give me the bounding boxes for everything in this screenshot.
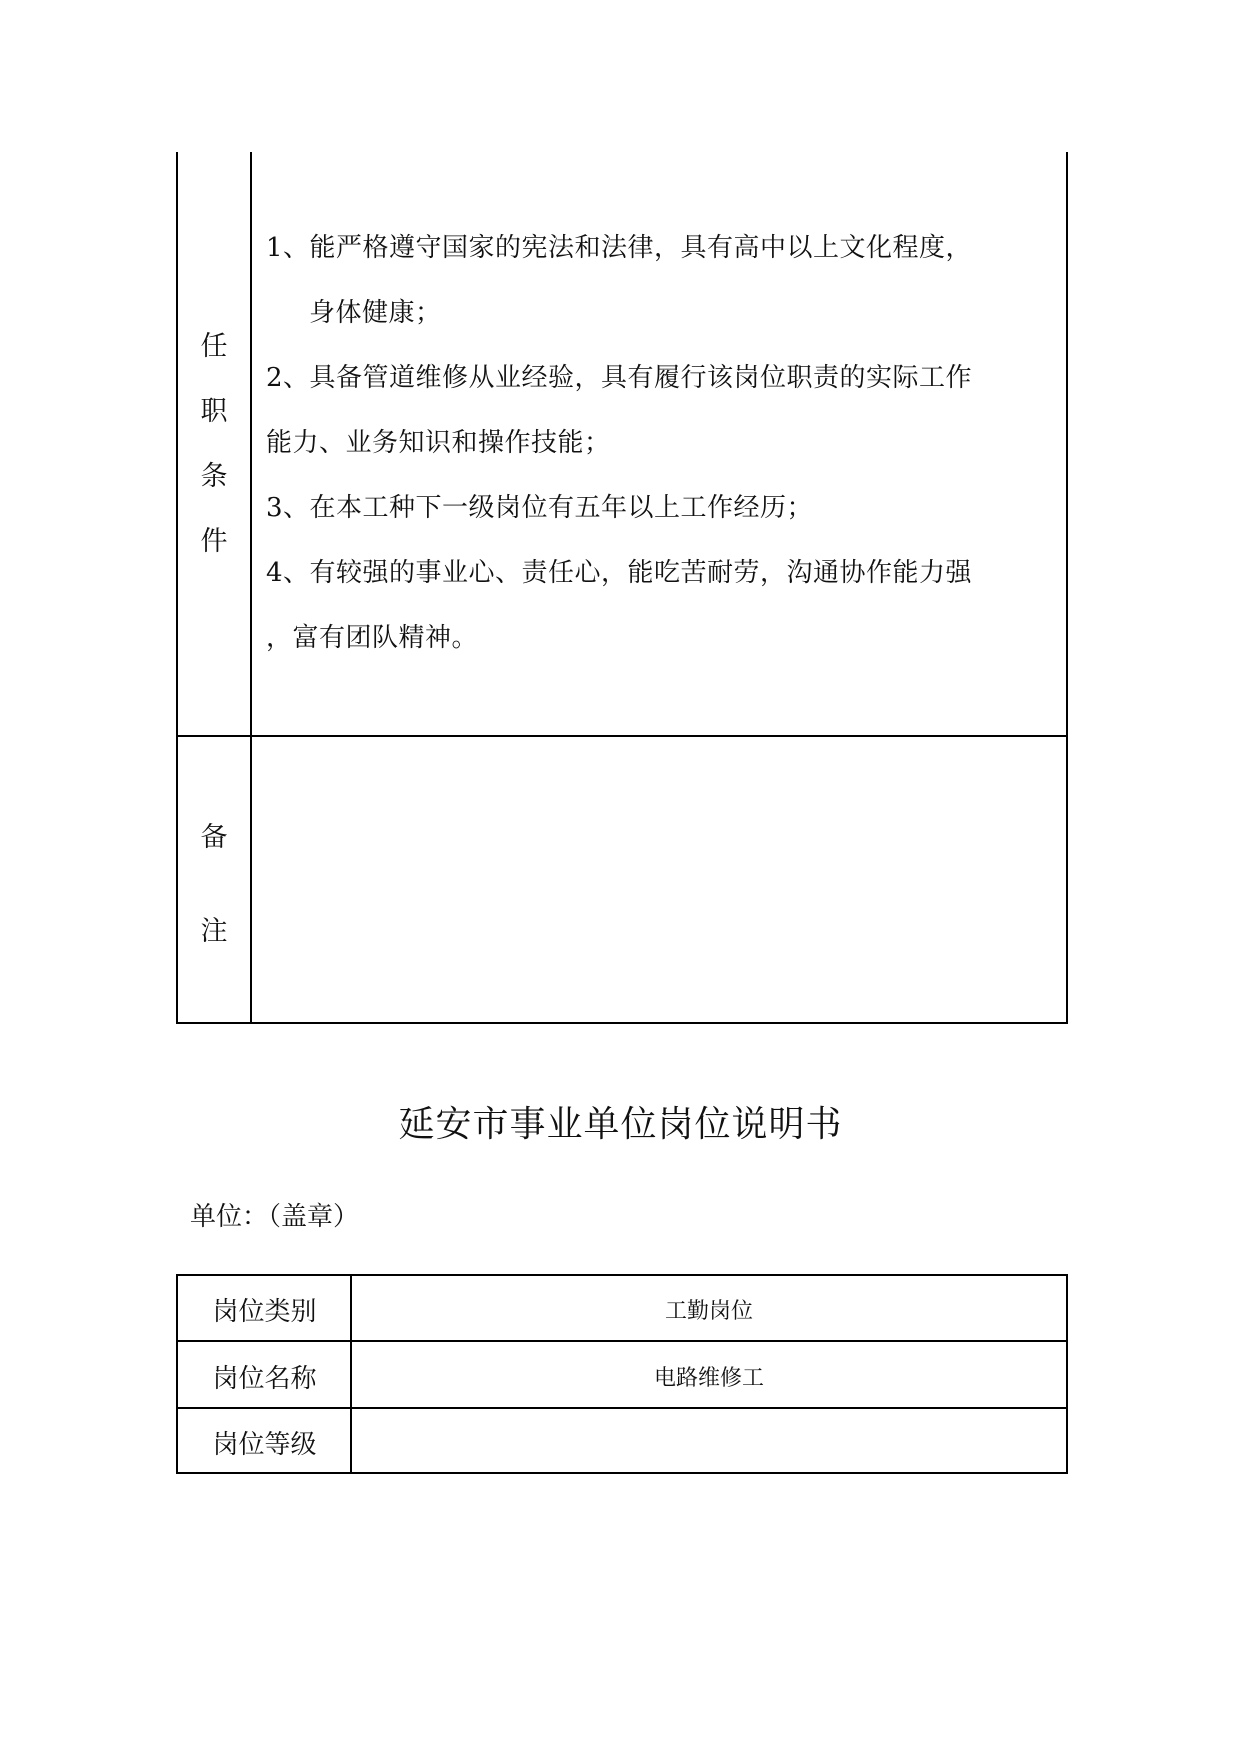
label-char: 职 [200,396,228,427]
table-border-left [176,152,178,1024]
row-divider [176,1340,1068,1342]
position-table [176,1274,1068,1474]
label-char: 注 [200,916,228,947]
table-border-right [1066,152,1068,1024]
label-char: 备 [200,822,228,853]
row-label-name: 岗位名称 [212,1364,317,1394]
requirement-line: 1、能严格遵守国家的宪法和法律，具有高中以上文化程度， [266,233,973,263]
row-label-category: 岗位类别 [212,1297,317,1327]
table-divider [250,152,252,1024]
requirement-line: 2、具备管道维修从业经验，具有履行该岗位职责的实际工作 [266,363,973,393]
requirement-line: 4、有较强的事业心、责任心，能吃苦耐劳，沟通协作能力强 [266,558,973,588]
label-char: 条 [200,461,228,492]
row-value-name: 电路维修工 [653,1366,764,1391]
requirement-line: 身体健康； [309,298,442,328]
table-border-right [1066,1274,1068,1474]
table-border-bottom [176,1022,1068,1024]
row-divider [176,1407,1068,1409]
table-border-top [176,1274,1068,1276]
row-value-category: 工勤岗位 [664,1299,753,1324]
requirement-line: 3、在本工种下一级岗位有五年以上工作经历； [266,493,814,523]
unit-stamp-line: 单位：（盖章） [190,1202,360,1232]
row-divider [176,735,1068,737]
row-label-grade: 岗位等级 [212,1430,317,1460]
requirement-line: 能力、业务知识和操作技能； [266,428,611,458]
label-char: 任 [200,331,228,362]
requirement-line: ，富有团队精神。 [266,623,479,653]
table-border-bottom [176,1472,1068,1474]
qualifications-table [176,152,1068,1024]
label-char: 件 [200,526,228,557]
document-title: 延安市事业单位岗位说明书 [398,1104,843,1145]
